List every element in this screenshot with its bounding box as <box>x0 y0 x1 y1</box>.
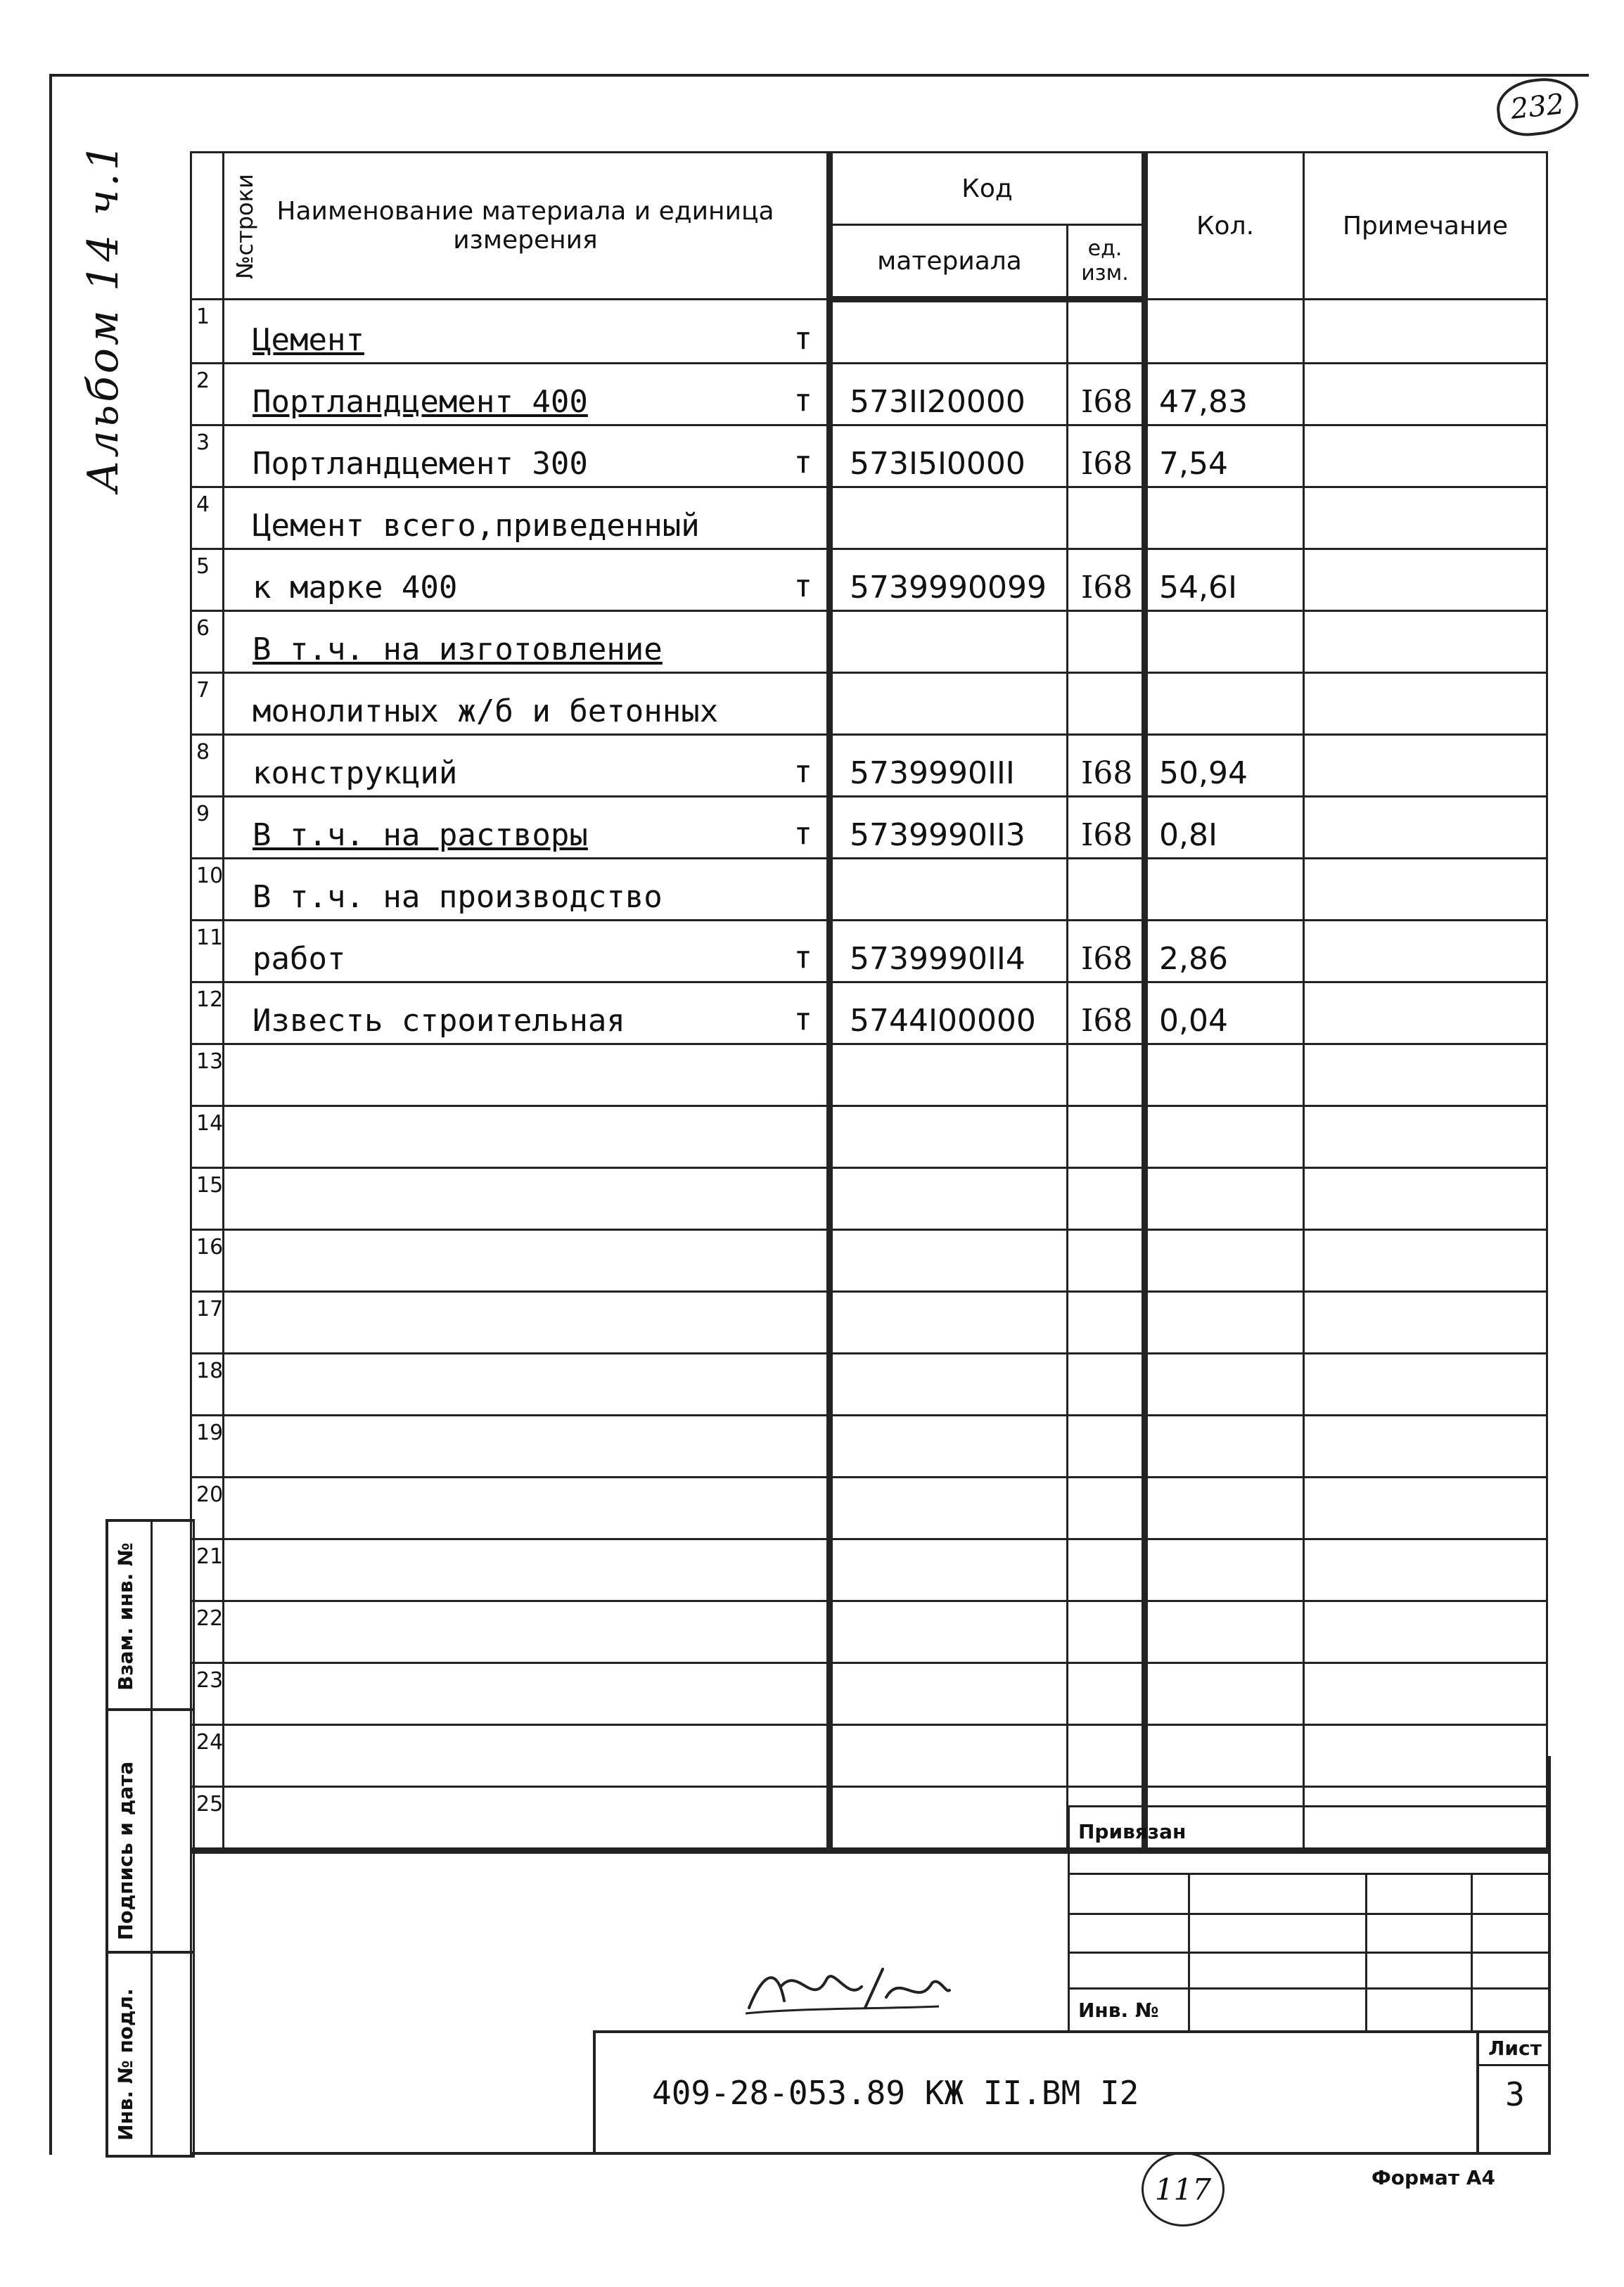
stamp-vzam-inv <box>108 1522 193 1711</box>
quantity <box>1145 1601 1304 1663</box>
inv-no-label: Инв. № <box>1078 1999 1159 2022</box>
material-name: конструкций <box>252 755 458 791</box>
quantity: 0,04 <box>1145 982 1304 1044</box>
row-number: 13 <box>191 1044 224 1106</box>
table-row <box>191 859 1547 921</box>
sheet-cell <box>1476 2033 1551 2155</box>
album-handwritten-note: Альбом 14 ч.1 <box>79 141 128 492</box>
material-name-cell <box>224 425 830 487</box>
material-code <box>830 611 1068 673</box>
row-number: 2 <box>191 364 224 425</box>
table-row <box>191 1044 1547 1106</box>
row-number: 5 <box>191 549 224 611</box>
note <box>1304 921 1547 982</box>
main-title-cell <box>593 2030 1551 2155</box>
unit-letter: т <box>793 754 812 790</box>
table-row <box>191 364 1547 425</box>
note <box>1304 797 1547 859</box>
note <box>1304 1539 1547 1601</box>
note <box>1304 425 1547 487</box>
material-name: монолитных ж/б и бетонных <box>252 693 719 729</box>
quantity <box>1145 859 1304 921</box>
unit-code <box>1068 1601 1145 1663</box>
handwritten-signature <box>742 1959 953 2022</box>
binding-grid <box>1068 1805 1550 2032</box>
note <box>1304 364 1547 425</box>
row-number: 8 <box>191 735 224 797</box>
material-code <box>830 1292 1068 1354</box>
unit-code <box>1068 487 1145 549</box>
note <box>1304 300 1547 364</box>
table-row <box>191 1354 1547 1416</box>
unit-code <box>1068 1168 1145 1230</box>
note <box>1304 1478 1547 1539</box>
material-code: 5739990099 <box>830 549 1068 611</box>
quantity <box>1145 1354 1304 1416</box>
material-code <box>830 300 1068 364</box>
row-number: 22 <box>191 1601 224 1663</box>
unit-code: I68 <box>1068 797 1145 859</box>
material-name-cell <box>224 797 830 859</box>
table-row <box>191 921 1547 982</box>
row-number: 10 <box>191 859 224 921</box>
unit-code <box>1068 859 1145 921</box>
material-code <box>830 487 1068 549</box>
material-name-cell <box>224 300 830 364</box>
header-code-material: материала <box>830 225 1068 300</box>
table-row <box>191 735 1547 797</box>
unit-code: I68 <box>1068 425 1145 487</box>
note <box>1304 487 1547 549</box>
material-name-cell <box>224 487 830 549</box>
quantity: 50,94 <box>1145 735 1304 797</box>
row-number: 18 <box>191 1354 224 1416</box>
material-code: 5744I00000 <box>830 982 1068 1044</box>
material-code <box>830 673 1068 735</box>
note <box>1304 1230 1547 1292</box>
materials-spec-table <box>190 151 1548 1854</box>
material-name-cell <box>224 1168 830 1230</box>
row-number: 20 <box>191 1478 224 1539</box>
table-row <box>191 1230 1547 1292</box>
material-name-cell <box>224 673 830 735</box>
material-name: В т.ч. на производство <box>252 879 663 915</box>
material-name-cell <box>224 735 830 797</box>
quantity <box>1145 300 1304 364</box>
quantity <box>1145 1663 1304 1725</box>
material-code <box>830 1106 1068 1168</box>
unit-code <box>1068 300 1145 364</box>
quantity <box>1145 1106 1304 1168</box>
note <box>1304 735 1547 797</box>
material-code <box>830 1044 1068 1106</box>
unit-letter: т <box>793 321 812 357</box>
material-code <box>830 1354 1068 1416</box>
material-name-cell <box>224 859 830 921</box>
left-margin-stamps <box>106 1519 195 2158</box>
material-name-cell <box>224 921 830 982</box>
stamp-podpis-data <box>108 1708 193 1954</box>
quantity <box>1145 1044 1304 1106</box>
stamp-inv-podl-label: Инв. № подл. <box>114 1988 137 2141</box>
note <box>1304 982 1547 1044</box>
unit-letter: т <box>793 568 812 604</box>
table-row <box>191 1478 1547 1539</box>
material-name: В т.ч. на изготовление <box>252 632 663 667</box>
unit-letter: т <box>793 816 812 852</box>
table-row <box>191 797 1547 859</box>
header-code-group: Код <box>830 153 1145 225</box>
material-name-cell <box>224 1539 830 1601</box>
table-row <box>191 1106 1547 1168</box>
quantity: 47,83 <box>1145 364 1304 425</box>
table-row <box>191 611 1547 673</box>
note <box>1304 859 1547 921</box>
unit-code: I68 <box>1068 735 1145 797</box>
quantity <box>1145 487 1304 549</box>
unit-letter: т <box>793 444 812 480</box>
table-row <box>191 1416 1547 1478</box>
material-name: В т.ч. на растворы <box>252 817 588 853</box>
row-number: 19 <box>191 1416 224 1478</box>
row-number: 25 <box>191 1787 224 1851</box>
row-number: 7 <box>191 673 224 735</box>
row-number: 16 <box>191 1230 224 1292</box>
unit-code <box>1068 1292 1145 1354</box>
header-quantity: Кол. <box>1145 153 1304 300</box>
quantity <box>1145 1168 1304 1230</box>
unit-letter: т <box>793 383 812 418</box>
note <box>1304 1292 1547 1354</box>
unit-code <box>1068 1478 1145 1539</box>
unit-code <box>1068 1106 1145 1168</box>
quantity <box>1145 1539 1304 1601</box>
spec-table-body <box>191 300 1547 1851</box>
material-code <box>830 1478 1068 1539</box>
row-number: 3 <box>191 425 224 487</box>
sheet-label: Лист <box>1479 2033 1551 2066</box>
table-row <box>191 1539 1547 1601</box>
format-label: Формат А4 <box>1372 2166 1495 2189</box>
title-block <box>190 1756 1551 2155</box>
row-number: 17 <box>191 1292 224 1354</box>
material-name-cell <box>224 1478 830 1539</box>
material-name: работ <box>252 941 346 977</box>
unit-code <box>1068 1354 1145 1416</box>
unit-letter: т <box>793 1001 812 1037</box>
document-code: 409-28-053.89 КЖ II.ВМ I2 <box>652 2074 1139 2112</box>
material-name-cell <box>224 1230 830 1292</box>
note <box>1304 611 1547 673</box>
unit-code <box>1068 1416 1145 1478</box>
table-row <box>191 673 1547 735</box>
material-name: Портландцемент 400 <box>252 384 588 420</box>
material-code <box>830 1663 1068 1725</box>
table-row <box>191 1292 1547 1354</box>
header-material-name: Наименование материала и единица измерения <box>224 153 830 300</box>
unit-code: I68 <box>1068 921 1145 982</box>
header-note: Примечание <box>1304 153 1547 300</box>
quantity <box>1145 1292 1304 1354</box>
material-name: Цемент всего,приведенный <box>252 508 700 544</box>
unit-code <box>1068 1539 1145 1601</box>
quantity: 2,86 <box>1145 921 1304 982</box>
unit-code <box>1068 1230 1145 1292</box>
row-number: 21 <box>191 1539 224 1601</box>
note <box>1304 1416 1547 1478</box>
material-name: Цемент <box>252 322 364 358</box>
quantity <box>1145 1230 1304 1292</box>
quantity: 7,54 <box>1145 425 1304 487</box>
quantity <box>1145 611 1304 673</box>
row-number: 15 <box>191 1168 224 1230</box>
material-code <box>830 1539 1068 1601</box>
unit-code <box>1068 673 1145 735</box>
note <box>1304 1106 1547 1168</box>
quantity <box>1145 1416 1304 1478</box>
unit-code <box>1068 1663 1145 1725</box>
page-stamp: 117 <box>1142 2152 1225 2227</box>
material-code: 573I5I0000 <box>830 425 1068 487</box>
note <box>1304 549 1547 611</box>
table-row <box>191 487 1547 549</box>
material-name-cell <box>224 1416 830 1478</box>
material-name-cell <box>224 1663 830 1725</box>
quantity <box>1145 673 1304 735</box>
table-row <box>191 1601 1547 1663</box>
table-row <box>191 425 1547 487</box>
row-number: 1 <box>191 300 224 364</box>
page-number-badge: 232 <box>1494 75 1581 139</box>
material-name: к марке 400 <box>252 570 458 606</box>
note <box>1304 1044 1547 1106</box>
unit-code <box>1068 1044 1145 1106</box>
row-number: 4 <box>191 487 224 549</box>
material-name-cell <box>224 364 830 425</box>
material-name-cell <box>224 1106 830 1168</box>
table-row <box>191 300 1547 364</box>
privyazan-label: Привязан <box>1078 1820 1187 1843</box>
material-name-cell <box>224 611 830 673</box>
note <box>1304 673 1547 735</box>
material-name-cell <box>224 549 830 611</box>
row-number: 9 <box>191 797 224 859</box>
table-row <box>191 1168 1547 1230</box>
material-code <box>830 1230 1068 1292</box>
material-name-cell <box>224 1044 830 1106</box>
material-code: 573II20000 <box>830 364 1068 425</box>
stamp-vzam-inv-label: Взам. инв. № <box>114 1542 137 1691</box>
unit-code <box>1068 611 1145 673</box>
material-name-cell <box>224 982 830 1044</box>
unit-code: I68 <box>1068 982 1145 1044</box>
row-number: 23 <box>191 1663 224 1725</box>
row-number: 6 <box>191 611 224 673</box>
note <box>1304 1663 1547 1725</box>
row-number: 12 <box>191 982 224 1044</box>
row-number: 14 <box>191 1106 224 1168</box>
material-name: Портландцемент 300 <box>252 446 588 482</box>
unit-letter: т <box>793 940 812 975</box>
quantity <box>1145 1478 1304 1539</box>
material-code <box>830 859 1068 921</box>
material-code <box>830 1168 1068 1230</box>
material-code <box>830 1416 1068 1478</box>
material-name: Известь строительная <box>252 1003 625 1039</box>
row-number: 24 <box>191 1725 224 1787</box>
note <box>1304 1168 1547 1230</box>
unit-code: I68 <box>1068 549 1145 611</box>
stamp-podpis-data-label: Подпись и дата <box>114 1761 137 1940</box>
material-name-cell <box>224 1354 830 1416</box>
header-code-unit: ед. изм. <box>1068 225 1145 300</box>
table-row <box>191 1663 1547 1725</box>
stamp-inv-podl <box>108 1951 193 2155</box>
material-code: 5739990II4 <box>830 921 1068 982</box>
table-row <box>191 982 1547 1044</box>
quantity: 54,6I <box>1145 549 1304 611</box>
material-code: 5739990II3 <box>830 797 1068 859</box>
quantity: 0,8I <box>1145 797 1304 859</box>
table-row <box>191 549 1547 611</box>
note <box>1304 1354 1547 1416</box>
material-name-cell <box>224 1292 830 1354</box>
unit-code: I68 <box>1068 364 1145 425</box>
material-code: 5739990III <box>830 735 1068 797</box>
sheet-number: 3 <box>1505 2075 1525 2113</box>
header-row-number: №строки <box>191 153 224 300</box>
row-number: 11 <box>191 921 224 982</box>
note <box>1304 1601 1547 1663</box>
material-name-cell <box>224 1601 830 1663</box>
material-code <box>830 1601 1068 1663</box>
